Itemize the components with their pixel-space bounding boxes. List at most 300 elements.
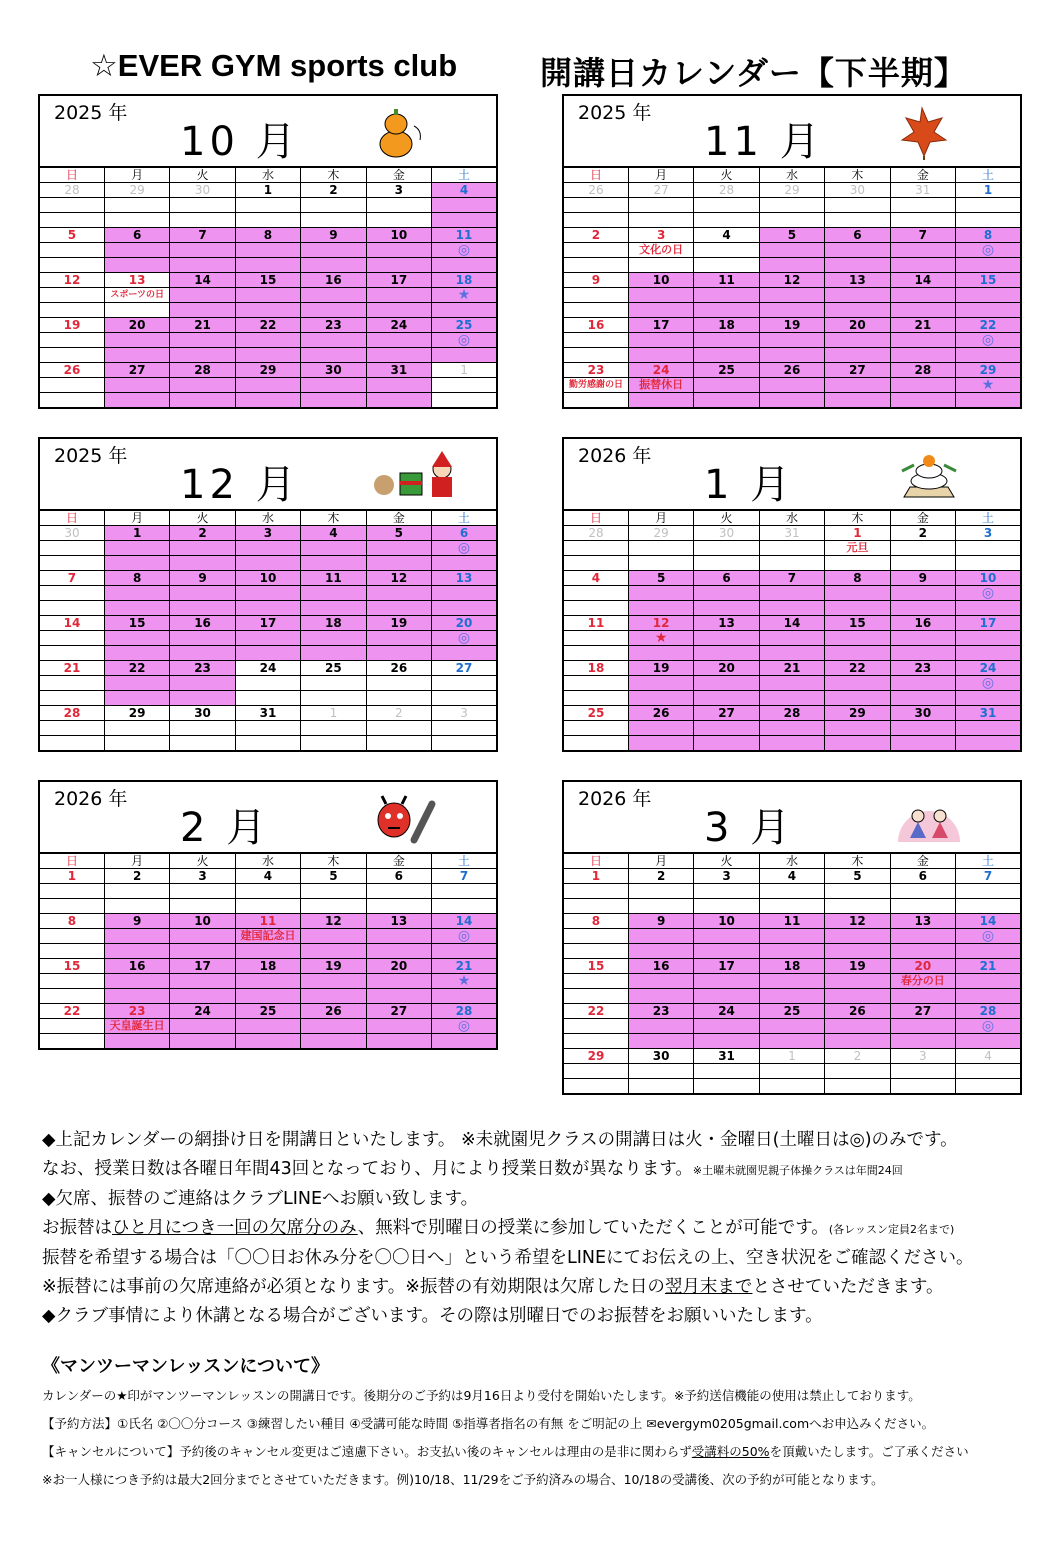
day-cell: 19 [825,959,890,974]
blank-cell [366,586,431,601]
weekday-header: 日 [39,167,104,183]
blank-cell [235,721,300,736]
blank-cell [235,884,300,899]
day-cell: 10 [235,571,300,586]
day-cell: 19 [628,661,693,676]
blank-cell [563,303,628,318]
blank-cell [39,631,104,646]
day-cell: 29 [104,183,169,198]
blank-cell [759,884,824,899]
blank-cell [235,213,300,228]
weekday-header: 土 [432,167,497,183]
blank-cell [563,601,628,616]
day-cell: 14 [432,914,497,929]
blank-cell [104,378,169,393]
day-cell: 5 [366,526,431,541]
day-cell: 9 [628,914,693,929]
day-cell: 1 [563,869,628,884]
blank-cell [694,288,759,303]
blank-cell [825,393,890,409]
blank-cell [759,348,824,363]
blank-cell [628,736,693,752]
blank-cell [759,721,824,736]
blank-cell [39,258,104,273]
blank-cell [39,556,104,571]
day-cell: 10 [956,571,1021,586]
day-cell: 26 [759,363,824,378]
day-cell: 3 [366,183,431,198]
weekday-header: 火 [694,510,759,526]
day-cell: 21 [432,959,497,974]
blank-cell [432,989,497,1004]
blank-cell [39,288,104,303]
blank-cell [956,348,1021,363]
day-cell: 31 [890,183,955,198]
weekday-header: 金 [366,510,431,526]
double-circle-mark: ◎ [956,929,1021,944]
blank-cell [170,676,235,691]
blank-cell [170,631,235,646]
blank-cell [301,213,366,228]
blank-cell [890,884,955,899]
blank-cell [366,333,431,348]
blank-cell [694,393,759,409]
year-label: 2025 年 [54,445,128,467]
blank-cell [235,378,300,393]
blank-cell [432,1034,497,1050]
weekday-header: 月 [104,167,169,183]
blank-cell [759,899,824,914]
day-cell: 1 [759,1049,824,1064]
blank-cell [366,288,431,303]
calendar-january [562,437,1022,752]
double-circle-mark: ◎ [956,333,1021,348]
day-cell: 2 [628,869,693,884]
day-cell: 26 [301,1004,366,1019]
blank-cell [104,393,169,409]
blank-cell [301,929,366,944]
blank-cell [825,944,890,959]
blank-cell [235,646,300,661]
day-cell: 29 [825,706,890,721]
blank-cell [759,258,824,273]
blank-cell [432,676,497,691]
day-cell: 7 [956,869,1021,884]
day-cell: 5 [759,228,824,243]
weekday-header: 日 [39,853,104,869]
blank-cell [563,1034,628,1049]
day-cell: 2 [366,706,431,721]
blank-cell [301,721,366,736]
blank-cell [956,1064,1021,1079]
blank-cell [694,1019,759,1034]
lesson-heading: 《マンツーマンレッスンについて》 [42,1356,330,1377]
blank-cell [39,646,104,661]
blank-cell [694,1034,759,1049]
day-cell: 26 [563,183,628,198]
blank-cell [366,676,431,691]
blank-cell [890,198,955,213]
blank-cell [825,333,890,348]
day-cell: 24 [366,318,431,333]
blank-cell [432,721,497,736]
blank-cell [301,884,366,899]
blank-cell [170,288,235,303]
blank-cell [956,601,1021,616]
day-cell: 20 [890,959,955,974]
star-mark: ★ [432,974,497,989]
day-cell: 19 [366,616,431,631]
day-cell: 31 [235,706,300,721]
day-cell: 31 [694,1049,759,1064]
blank-cell [956,944,1021,959]
blank-cell [104,691,169,706]
blank-cell [170,1034,235,1050]
blank-cell [432,736,497,752]
blank-cell [890,586,955,601]
day-cell: 27 [628,183,693,198]
day-cell: 21 [170,318,235,333]
holiday-note: 天皇誕生日 [104,1019,169,1034]
day-cell: 11 [759,914,824,929]
day-cell: 4 [694,228,759,243]
blank-cell [890,378,955,393]
day-cell: 8 [104,571,169,586]
day-cell: 15 [956,273,1021,288]
weekday-header: 水 [235,510,300,526]
holiday-note: スポーツの日 [104,288,169,303]
blank-cell [694,348,759,363]
weekday-header: 火 [170,510,235,526]
weekday-header: 月 [104,510,169,526]
blank-cell [366,899,431,914]
blank-cell [39,378,104,393]
day-cell: 27 [825,363,890,378]
day-cell: 6 [890,869,955,884]
blank-cell [694,541,759,556]
blank-cell [759,989,824,1004]
blank-cell [628,974,693,989]
blank-cell [628,1019,693,1034]
blank-cell [235,198,300,213]
day-cell: 1 [235,183,300,198]
weekday-header: 日 [563,167,628,183]
blank-cell [956,736,1021,752]
blank-cell [39,691,104,706]
day-cell: 22 [956,318,1021,333]
year-label: 2026 年 [578,788,652,810]
blank-cell [563,721,628,736]
blank-cell [235,333,300,348]
calendar-october [38,94,498,409]
notice-line-4: お振替はひと月につき一回の欠席分のみ、無料で別曜日の授業に参加していただくことが可能です。(各レッスン定員2名まで) [42,1218,955,1238]
blank-cell [825,736,890,752]
blank-cell [366,646,431,661]
holiday-note: 文化の日 [628,243,693,258]
blank-cell [759,393,824,409]
day-cell: 1 [956,183,1021,198]
blank-cell [301,258,366,273]
blank-cell [104,736,169,752]
blank-cell [104,1034,169,1050]
blank-cell [694,258,759,273]
blank-cell [432,213,497,228]
day-cell: 3 [170,869,235,884]
blank-cell [170,243,235,258]
blank-cell [563,691,628,706]
day-cell: 2 [563,228,628,243]
day-cell: 19 [759,318,824,333]
blank-cell [694,899,759,914]
blank-cell [956,288,1021,303]
blank-cell [694,944,759,959]
blank-cell [104,884,169,899]
blank-cell [301,899,366,914]
day-cell: 12 [39,273,104,288]
calendar-grid [38,166,498,409]
day-cell: 11 [563,616,628,631]
lesson-line-1: カレンダーの★印がマンツーマンレッスンの開講日です。後期分のご予約は9月16日より受付を開始いたします。※予約送信機能の使用は禁止しております。 [42,1388,921,1403]
blank-cell [432,258,497,273]
blank-cell [301,378,366,393]
blank-cell [694,676,759,691]
day-cell: 28 [170,363,235,378]
blank-cell [39,601,104,616]
blank-cell [432,586,497,601]
day-cell: 12 [628,616,693,631]
blank-cell [890,1064,955,1079]
blank-cell [301,333,366,348]
blank-cell [694,303,759,318]
blank-cell [628,691,693,706]
blank-cell [366,1019,431,1034]
calendar-header [562,780,1022,852]
blank-cell [301,944,366,959]
day-cell: 28 [39,183,104,198]
day-cell: 6 [432,526,497,541]
blank-cell [759,676,824,691]
blank-cell [956,303,1021,318]
blank-cell [890,348,955,363]
double-circle-mark: ◎ [432,243,497,258]
calendar-grid [38,509,498,752]
weekday-header: 日 [563,510,628,526]
blank-cell [235,944,300,959]
blank-cell [235,303,300,318]
blank-cell [39,243,104,258]
blank-cell [890,1019,955,1034]
day-cell: 12 [759,273,824,288]
double-circle-mark: ◎ [432,1019,497,1034]
day-cell: 26 [366,661,431,676]
blank-cell [432,556,497,571]
blank-cell [825,303,890,318]
blank-cell [628,899,693,914]
day-cell: 6 [366,869,431,884]
day-cell: 16 [628,959,693,974]
day-cell: 21 [956,959,1021,974]
day-cell: 12 [366,571,431,586]
blank-cell [366,601,431,616]
day-cell: 27 [694,706,759,721]
blank-cell [432,348,497,363]
blank-cell [104,556,169,571]
blank-cell [170,929,235,944]
blank-cell [825,884,890,899]
blank-cell [890,1034,955,1049]
day-cell: 12 [825,914,890,929]
blank-cell [366,393,431,409]
day-cell: 14 [890,273,955,288]
blank-cell [956,198,1021,213]
year-label: 2025 年 [578,102,652,124]
blank-cell [956,541,1021,556]
double-circle-mark: ◎ [432,333,497,348]
day-cell: 16 [170,616,235,631]
kagami-mochi-icon [894,447,954,503]
blank-cell [104,348,169,363]
blank-cell [628,646,693,661]
day-cell: 2 [890,526,955,541]
blank-cell [759,213,824,228]
day-cell: 3 [432,706,497,721]
day-cell: 7 [39,571,104,586]
blank-cell [235,288,300,303]
day-cell: 8 [235,228,300,243]
blank-cell [235,691,300,706]
blank-cell [170,541,235,556]
blank-cell [366,556,431,571]
blank-cell [366,736,431,752]
blank-cell [563,899,628,914]
calendar-grid [562,509,1022,752]
blank-cell [170,944,235,959]
blank-cell [890,676,955,691]
blank-cell [301,1034,366,1050]
blank-cell [432,378,497,393]
calendar-header [38,94,498,166]
day-cell: 4 [235,869,300,884]
blank-cell [759,333,824,348]
day-cell: 30 [301,363,366,378]
blank-cell [759,691,824,706]
day-cell: 27 [432,661,497,676]
blank-cell [39,333,104,348]
calendar-header [38,437,498,509]
blank-cell [366,213,431,228]
blank-cell [104,303,169,318]
blank-cell [235,541,300,556]
blank-cell [825,974,890,989]
blank-cell [890,541,955,556]
month-label: 11 月 [704,119,824,165]
blank-cell [235,899,300,914]
blank-cell [628,541,693,556]
blank-cell [39,899,104,914]
blank-cell [825,1064,890,1079]
day-cell: 10 [366,228,431,243]
blank-cell [39,676,104,691]
blank-cell [759,1064,824,1079]
blank-cell [956,691,1021,706]
blank-cell [694,974,759,989]
weekday-header: 水 [759,167,824,183]
month-label: 12 月 [180,462,300,508]
holiday-note: 春分の日 [890,974,955,989]
calendar-november [562,94,1022,409]
day-cell: 9 [170,571,235,586]
blank-cell [890,258,955,273]
blank-cell [39,974,104,989]
blank-cell [694,1079,759,1095]
calendar-grid [562,852,1022,1095]
blank-cell [170,884,235,899]
day-cell: 20 [104,318,169,333]
blank-cell [825,258,890,273]
day-cell: 28 [694,183,759,198]
day-cell: 14 [956,914,1021,929]
day-cell: 13 [366,914,431,929]
day-cell: 16 [563,318,628,333]
day-cell: 8 [956,228,1021,243]
day-cell: 9 [563,273,628,288]
blank-cell [39,1034,104,1050]
blank-cell [366,884,431,899]
weekday-header: 月 [628,853,693,869]
blank-cell [890,288,955,303]
blank-cell [694,721,759,736]
day-cell: 21 [890,318,955,333]
blank-cell [170,378,235,393]
blank-cell [104,601,169,616]
day-cell: 13 [432,571,497,586]
day-cell: 18 [759,959,824,974]
blank-cell [563,1019,628,1034]
day-cell: 4 [956,1049,1021,1064]
double-circle-mark: ◎ [956,586,1021,601]
day-cell: 5 [39,228,104,243]
blank-cell [628,348,693,363]
day-cell: 27 [104,363,169,378]
blank-cell [366,348,431,363]
blank-cell [39,541,104,556]
blank-cell [694,1064,759,1079]
day-cell: 28 [563,526,628,541]
blank-cell [366,929,431,944]
blank-cell [432,198,497,213]
blank-cell [890,393,955,409]
weekday-header: 水 [759,853,824,869]
calendar-header [562,94,1022,166]
blank-cell [104,541,169,556]
blank-cell [825,721,890,736]
day-cell: 13 [694,616,759,631]
day-cell: 14 [759,616,824,631]
calendar-december [38,437,498,752]
weekday-header: 月 [628,510,693,526]
blank-cell [956,258,1021,273]
day-cell: 3 [890,1049,955,1064]
blank-cell [890,601,955,616]
blank-cell [170,899,235,914]
day-cell: 10 [170,914,235,929]
blank-cell [563,1079,628,1095]
blank-cell [890,631,955,646]
day-cell: 30 [170,183,235,198]
blank-cell [825,676,890,691]
calendar-march [562,780,1022,1095]
weekday-header: 金 [366,167,431,183]
